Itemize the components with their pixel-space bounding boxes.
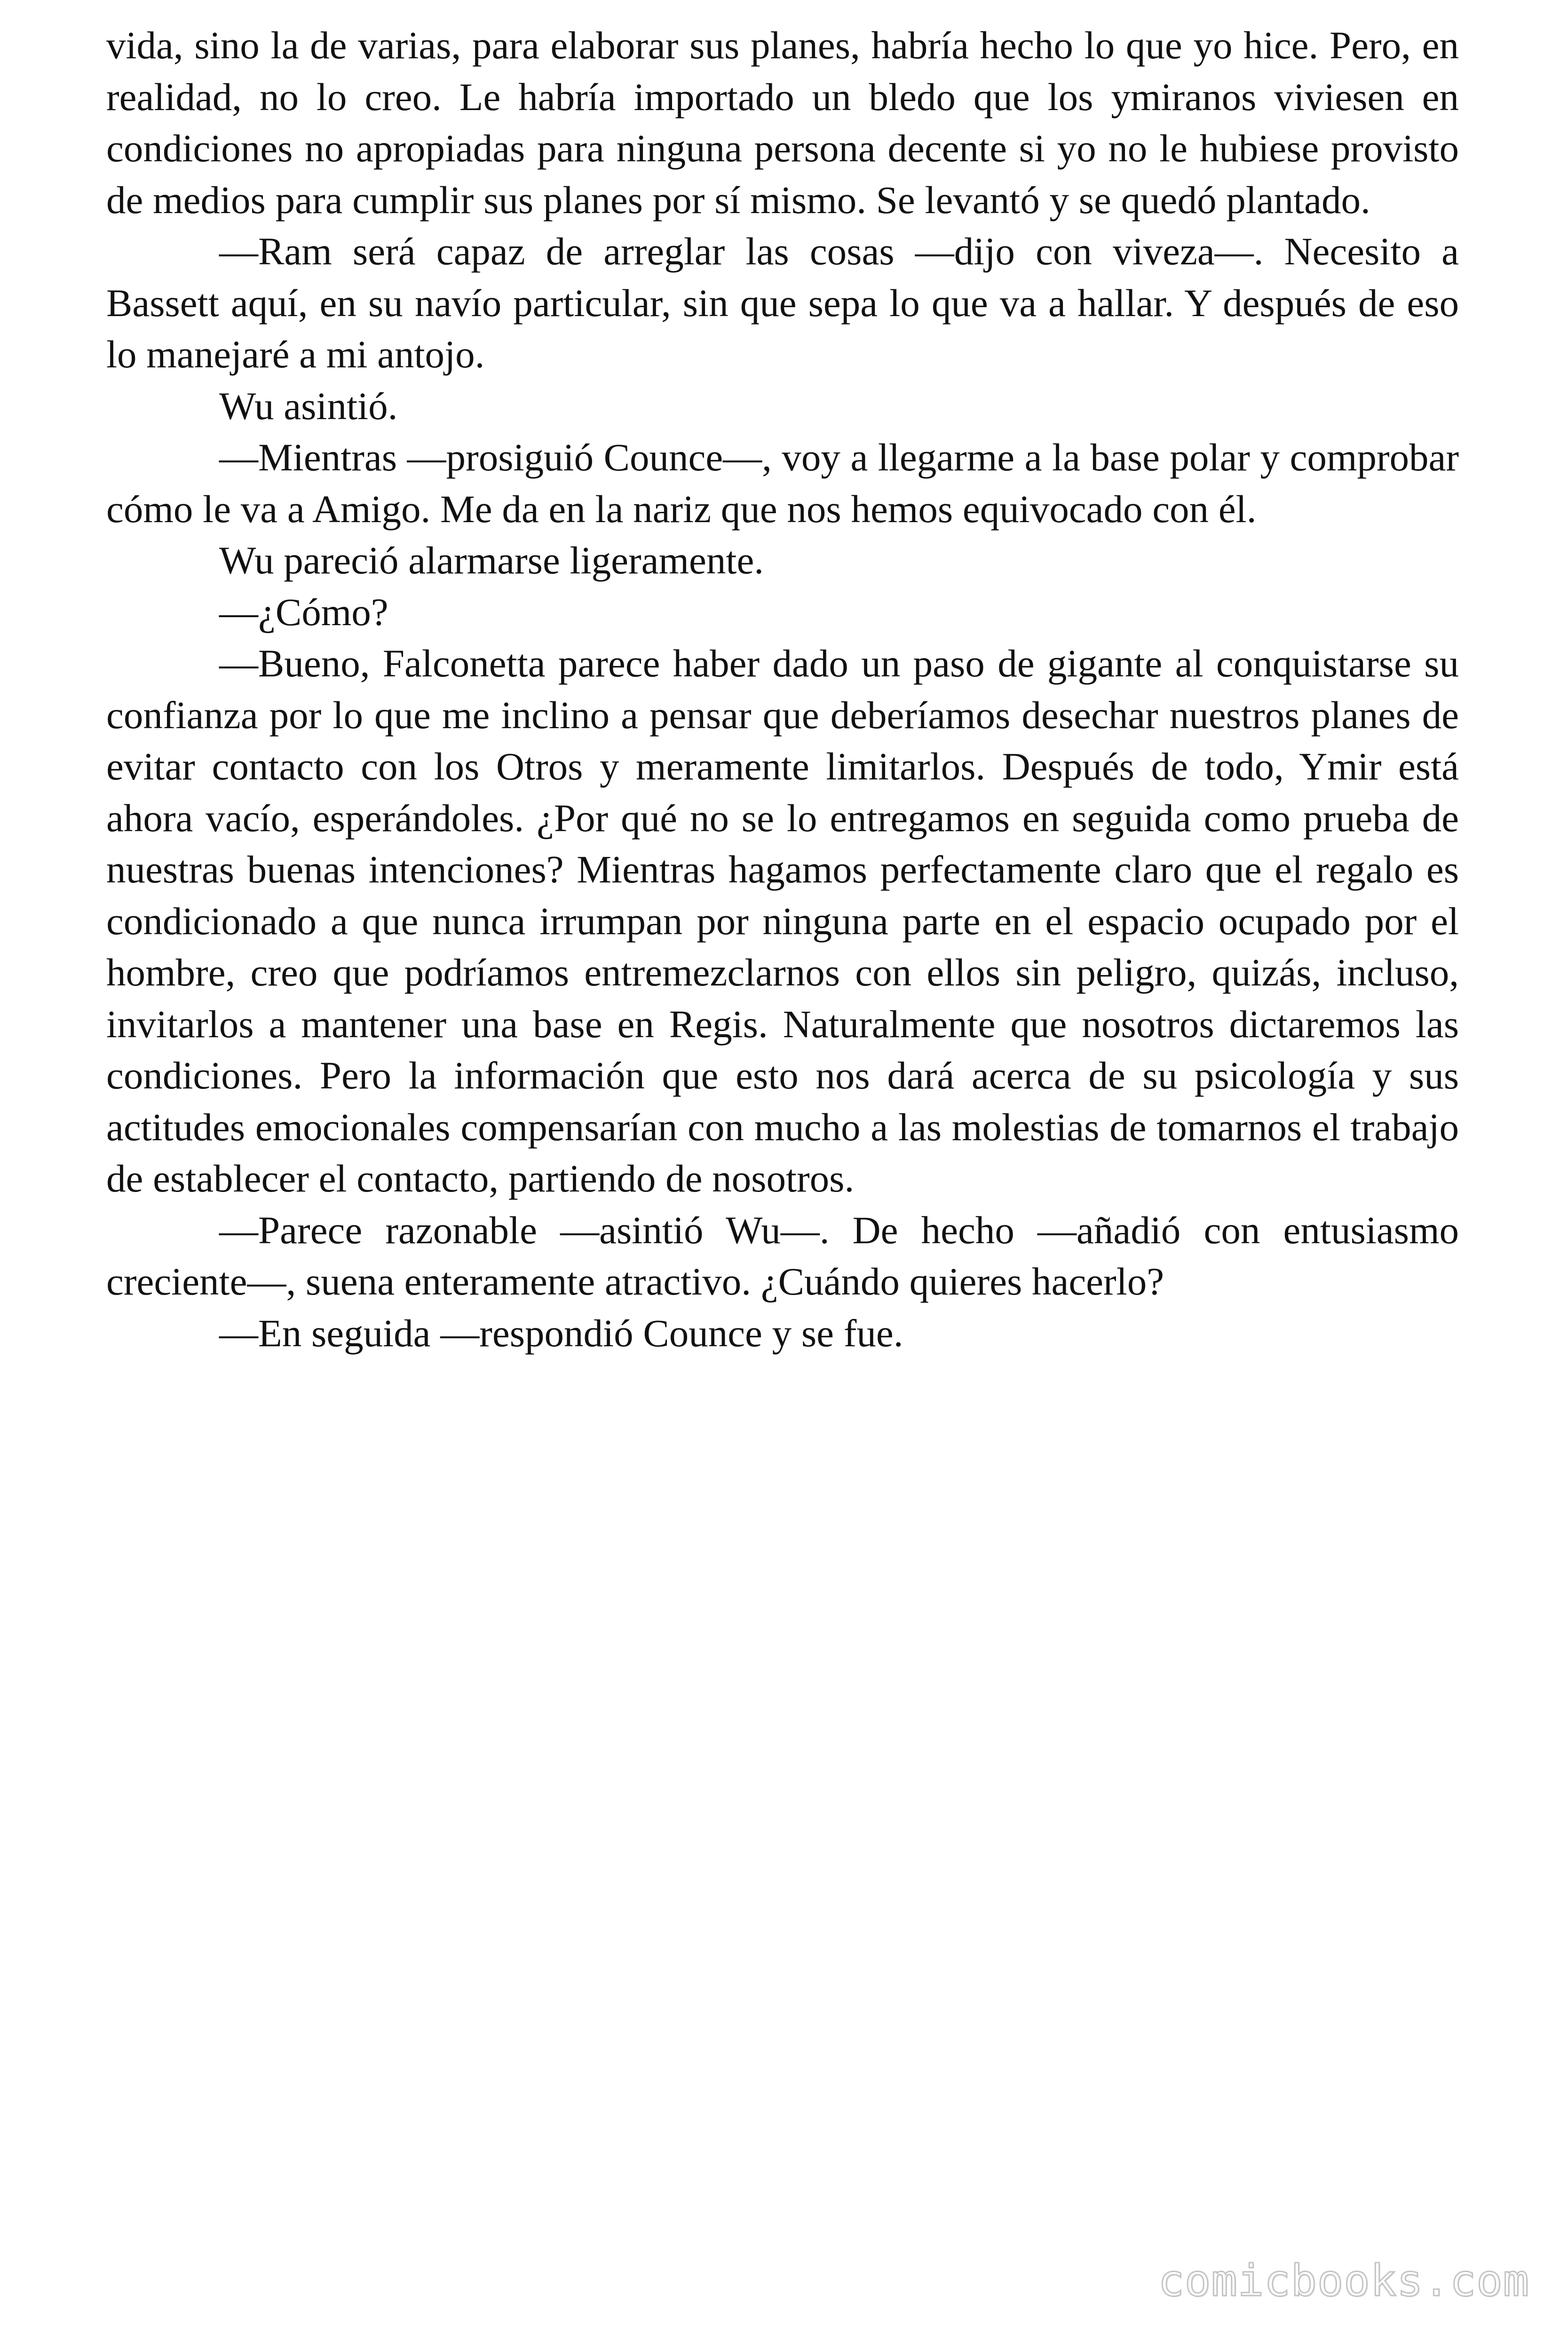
paragraph: —Mientras —prosiguió Counce—, voy a llegarme a la base polar y comprobar cómo le va a Amigo. Me da en la nariz que nos hemos equivocado con él. [106,436,1459,531]
paragraph: —¿Cómo? [219,590,388,634]
paragraph: —En seguida —respondió Counce y se fue. [219,1311,903,1355]
paragraph: Wu asintió. [219,384,398,428]
paragraph: vida, sino la de varias, para elaborar sus planes, habría hecho lo que yo hice. Pero, en realidad, no lo creo. Le habría importado un bledo que los ymiranos viviesen en condiciones no apropiadas para ninguna persona decente si yo no le hubiese provisto de medios para cumplir sus planes por sí mismo. Se levantó y se quedó plantado. [106,24,1459,222]
paragraph: —Parece razonable —asintió Wu—. De hecho —añadió con entusiasmo creciente—, suena enteramente atractivo. ¿Cuándo quieres hacerlo? [106,1208,1459,1303]
paragraph: —Ram será capaz de arreglar las cosas —dijo con viveza—. Necesito a Bassett aquí, en su navío particular, sin que sepa lo que va a hallar. Y después de eso lo manejaré a mi antojo. [106,230,1459,376]
book-page [106,20,1459,1359]
paragraph: —Bueno, Falconetta parece haber dado un paso de gigante al conquistarse su confianza por lo que me inclino a pensar que deberíamos desechar nuestros planes de evitar contacto con los Otros y meramente limitarlos. Después de todo, Ymir está ahora vacío, esperándoles. ¿Por qué no se lo entregamos en seguida como prueba de nuestras buenas intenciones? Mientras hagamos perfectamente claro que el regalo es condicionado a que nunca irrumpan por ninguna parte en el espacio ocupado por el hombre, creo que podríamos entremezclarnos con ellos sin peligro, quizás, incluso, invitarlos a mantener una base en Regis. Naturalmente que nosotros dictaremos las condiciones. Pero la información que esto nos dará acerca de su psicología y sus actitudes emocionales compensarían con mucho a las molestias de tomarnos el trabajo de establecer el contacto, partiendo de nosotros. [106,642,1459,1200]
paragraph: Wu pareció alarmarse ligeramente. [219,539,764,582]
watermark: comicbooks.com [1158,2256,1529,2306]
